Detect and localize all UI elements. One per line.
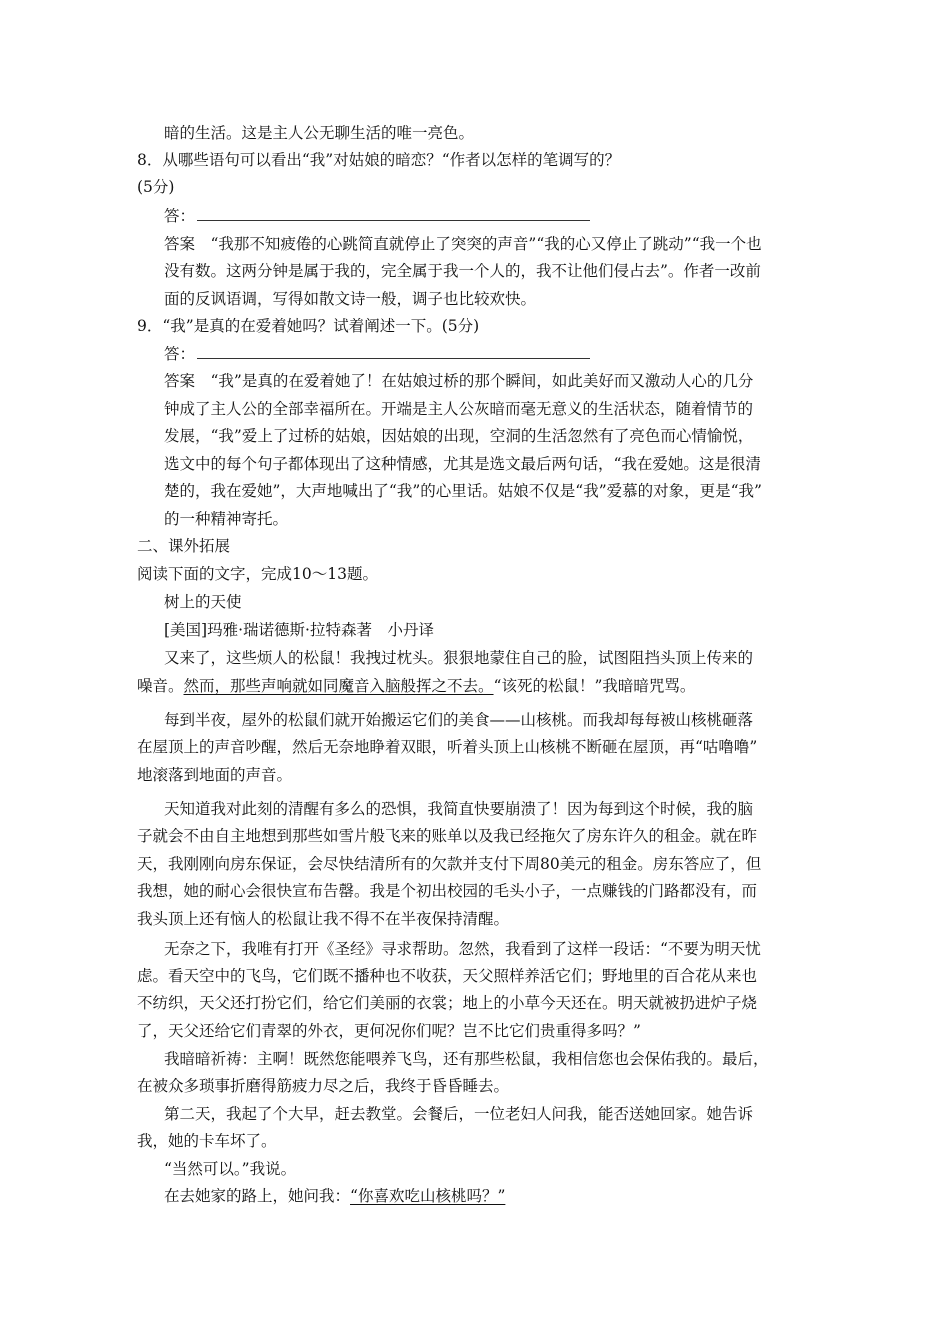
answer-label: 答： xyxy=(164,345,196,363)
text-line: 的一种精神寄托。 xyxy=(164,510,289,528)
text-line: 答案 “我那不知疲倦的心跳简直就停止了突突的声音”“我的心又停止了跳动”“我一个也 xyxy=(164,235,762,253)
text-line: “当然可以。”我说。 xyxy=(164,1160,297,1178)
text-line: 选文中的每个句子都体现出了这种情感，尤其是选文最后两句话，“我在爱她。这是很清 xyxy=(164,455,761,473)
text-line: 我头顶上还有恼人的松鼠让我不得不在半夜保持清醒。 xyxy=(137,910,510,928)
text-line: 没有数。这两分钟是属于我的，完全属于我一个人的，我不让他们侵占去”。作者一改前 xyxy=(164,262,761,280)
answer-blank xyxy=(197,208,590,221)
text-line: 天，我刚刚向房东保证，会尽快结清所有的欠款并支付下周80美元的租金。房东答应了，但 xyxy=(137,855,762,873)
text-line: 第二天，我起了个大早，赶去教堂。会餐后，一位老妇人问我，能否送她回家。她告诉 xyxy=(164,1105,754,1123)
text-line: 无奈之下，我唯有打开《圣经》寻求帮助。忽然，我看到了这样一段话：“不要为明天忧 xyxy=(164,940,761,958)
text-line: 地滚落到地面的声音。 xyxy=(137,766,293,784)
text-line: 虑。看天空中的飞鸟，它们既不播种也不收获，天父照样养活它们；野地里的百合花从来也 xyxy=(137,967,758,985)
text-line: 在被众多琐事折磨得筋疲力尽之后，我终于昏昏睡去。 xyxy=(137,1077,510,1095)
text-line: 我暗暗祈祷：主啊！既然您能喂养飞鸟，还有那些松鼠，我相信您也会保佑我的。最后， xyxy=(164,1050,769,1068)
text-line: 我想，她的耐心会很快宣布告罄。我是个初出校园的毛头小子，一点赚钱的门路都没有，而 xyxy=(137,882,758,900)
question-9: 9．“我”是真的在爱着她吗？试着阐述一下。(5分) xyxy=(137,317,480,335)
text-line: 在去她家的路上，她问我：“你喜欢吃山核桃吗？” xyxy=(164,1187,506,1205)
answer-blank xyxy=(197,346,590,359)
instruction: 阅读下面的文字，完成10～13题。 xyxy=(137,565,378,583)
score-label: (5分) xyxy=(137,178,175,196)
text-line: 在屋顶上的声音吵醒，然后无奈地睁着双眼，听着头顶上山核桃不断砸在屋顶，再“咕噜噜” xyxy=(137,738,758,756)
text-line: 暗的生活。这是主人公无聊生活的唯一亮色。 xyxy=(164,124,475,142)
answer-label: 答： xyxy=(164,207,196,225)
text-line: 楚的，我在爱她”，大声地喊出了“我”的心里话。姑娘不仅是“我”爱慕的对象，更是“我” xyxy=(164,482,762,500)
underlined-sentence: 然而，那些声响就如同魔音入脑般挥之不去。 xyxy=(183,677,494,695)
text-line: 不纺织，天父还打扮它们，给它们美丽的衣裳；地上的小草今天还在。明天就被扔进炉子烧 xyxy=(137,994,758,1012)
article-title: 树上的天使 xyxy=(164,593,242,611)
text-line: 钟成了主人公的全部幸福所在。开端是主人公灰暗而毫无意义的生活状态，随着情节的 xyxy=(164,400,754,418)
text-line: 答案 “我”是真的在爱着她了！在姑娘过桥的那个瞬间，如此美好而又激动人心的几分 xyxy=(164,372,754,390)
question-8: 8．从哪些语句可以看出“我”对姑娘的暗恋？“作者以怎样的笔调写的？ xyxy=(137,151,621,169)
text-line: 又来了，这些烦人的松鼠！我拽过枕头。狠狠地蒙住自己的脸，试图阻挡头顶上传来的 xyxy=(164,649,754,667)
text-line: 子就会不由自主地想到那些如雪片般飞来的账单以及我已经拖欠了房东许久的租金。就在昨 xyxy=(137,827,758,845)
text-line: 了，天父还给它们青翠的外衣，更何况你们呢？岂不比它们贵重得多吗？” xyxy=(137,1022,641,1040)
section-heading: 二、课外拓展 xyxy=(137,537,231,555)
text-line: 天知道我对此刻的清醒有多么的恐惧，我简直快要崩溃了！因为每到这个时候，我的脑 xyxy=(164,800,754,818)
answer-line-9 xyxy=(164,341,590,369)
text-line: 每到半夜，屋外的松鼠们就开始搬运它们的美食——山核桃。而我却每每被山核桃砸落 xyxy=(164,711,754,729)
text-line: 我，她的卡车坏了。 xyxy=(137,1132,277,1150)
text-line: 面的反讽语调，写得如散文诗一般，调子也比较欢快。 xyxy=(164,290,537,308)
text-line: 噪音。然而，那些声响就如同魔音入脑般挥之不去。“该死的松鼠！”我暗暗咒骂。 xyxy=(137,677,696,695)
underlined-question: “你喜欢吃山核桃吗？” xyxy=(350,1187,506,1205)
answer-line-8 xyxy=(164,203,590,231)
text-line: 发展，“我”爱上了过桥的姑娘，因姑娘的出现，空洞的生活忽然有了亮色而心情愉悦， xyxy=(164,427,754,445)
article-byline: [美国]玛雅·瑞诺德斯·拉特森著 小丹译 xyxy=(164,621,434,639)
